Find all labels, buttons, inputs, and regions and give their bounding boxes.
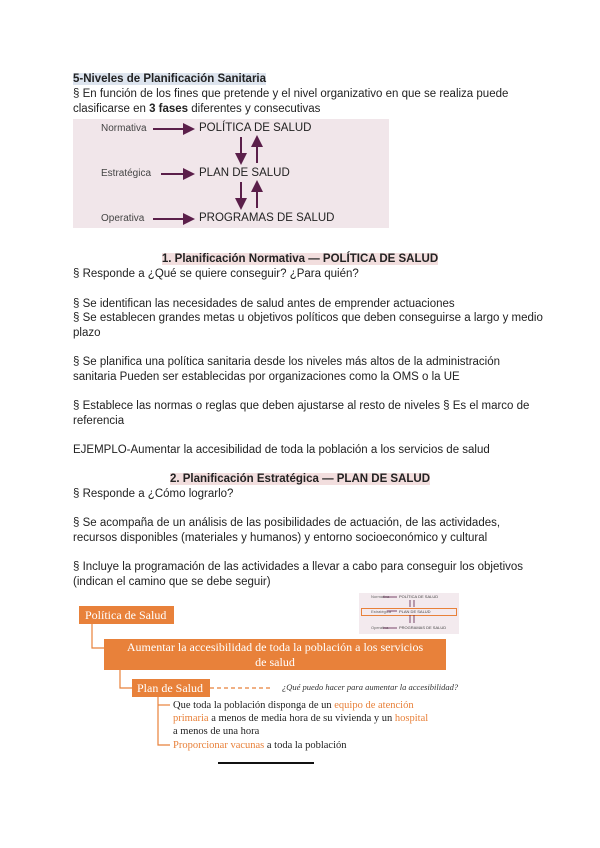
estrategica-heading: 2. Planificación Estratégica — PLAN DE SALUD	[169, 473, 431, 485]
normativa-p3b: plazo	[73, 327, 101, 339]
tree-item-1-line-2	[173, 712, 428, 725]
section-title: 5-Niveles de Planificación Sanitaria	[73, 73, 267, 85]
mini-label-estrategica: Estratégica	[371, 609, 392, 614]
bottom-divider	[218, 762, 314, 764]
normativa-heading-wrap	[0, 252, 600, 267]
diagram-target-programas: PROGRAMAS DE SALUD	[199, 212, 335, 224]
item1-text-a: Que toda la población disponga de un	[173, 700, 335, 711]
mini-label-normativa: Normativa	[371, 594, 390, 599]
normativa-p3a: § Se establecen grandes metas u objetivos políticos que deben conseguirse a largo y medio	[73, 312, 543, 324]
mini-label-operativa: Operativa	[371, 625, 389, 630]
diagram-arrows	[73, 119, 389, 228]
tree-item-1	[173, 699, 428, 738]
mini-row-politica: POLÍTICA DE SALUD	[399, 594, 439, 599]
diagram-target-politica: POLÍTICA DE SALUD	[199, 122, 312, 134]
goal-line-2: de salud	[255, 655, 295, 669]
tree-item-1-line-3: a menos de una hora	[173, 726, 260, 737]
normativa-p5a: § Establece las normas o reglas que deben ajustarse al resto de niveles § Es el marco de	[73, 400, 530, 412]
item1-highlight-hospital: hospital	[394, 713, 429, 724]
estrategica-p3b: (indican el camino que se debe seguir)	[73, 576, 271, 588]
normativa-p4b: sanitaria Pueden ser establecidas por organizaciones como la OMS o la UE	[73, 371, 460, 383]
estrategica-p1: § Responde a ¿Cómo lograrlo?	[73, 488, 234, 500]
estrategica-heading-wrap	[0, 472, 600, 487]
item2-highlight-vacunas: Proporcionar vacunas	[173, 740, 265, 751]
section-title-wrap	[73, 72, 266, 87]
normativa-heading: 1. Planificación Normativa — POLÍTICA DE SALUD	[161, 253, 439, 265]
item1-highlight-equipo: equipo de atención	[334, 700, 414, 711]
estrategica-p3a: § Incluye la programación de las actividades a llevar a cabo para conseguir los objetivos	[73, 561, 524, 573]
normativa-p5b: referencia	[73, 415, 125, 427]
normativa-p2: § Se identifican las necesidades de salud antes de emprender actuaciones	[73, 298, 455, 310]
politica-box: Política de Salud	[79, 606, 174, 624]
tree-item-1-line-1	[173, 699, 428, 712]
diagram-label-operativa: Operativa	[101, 213, 145, 224]
intro-line-2	[73, 102, 320, 117]
mini-row-programas: PROGRAMAS DE SALUD	[399, 625, 447, 630]
intro-line-2-pre: clasificarse en	[73, 103, 150, 115]
item1-highlight-primaria: primaria	[173, 713, 209, 724]
mini-row-plan: PLAN DE SALUD	[399, 609, 431, 614]
tree-item-2	[173, 739, 347, 752]
normativa-p4a: § Se planifica una política sanitaria desde los niveles más altos de la administración	[73, 356, 501, 368]
intro-line-1: § En función de los fines que pretende y el nivel organizativo en que se realiza puede	[73, 88, 509, 100]
estrategica-p2b: recursos disponibles (materiales y humanos) y entorno socioeconómico y cultural	[73, 532, 488, 544]
goal-box	[104, 639, 446, 670]
diagram-label-normativa: Normativa	[101, 123, 147, 134]
item2-text-b: a toda la población	[264, 740, 347, 751]
goal-line-1: Aumentar la accesibilidad de toda la población a los servicios	[126, 640, 424, 654]
normativa-p1: § Responde a ¿Qué se quiere conseguir? ¿Para quién?	[73, 268, 359, 280]
intro-bold: 3 fases	[149, 103, 189, 115]
normativa-example: EJEMPLO-Aumentar la accesibilidad de toda la población a los servicios de salud	[73, 444, 490, 456]
plan-question: ¿Qué puedo hacer para aumentar la accesibilidad?	[282, 682, 459, 692]
levels-diagram	[73, 119, 389, 228]
estrategica-p2a: § Se acompaña de un análisis de las posibilidades de actuación, de las actividades,	[73, 517, 501, 529]
diagram-label-estrategica: Estratégica	[101, 168, 152, 179]
item1-text-d: a menos de media hora de su vivienda y un	[208, 713, 395, 724]
plan-box: Plan de Salud	[132, 679, 210, 697]
diagram-target-plan: PLAN DE SALUD	[199, 167, 290, 179]
intro-line-2-post: diferentes y consecutivas	[188, 103, 321, 115]
